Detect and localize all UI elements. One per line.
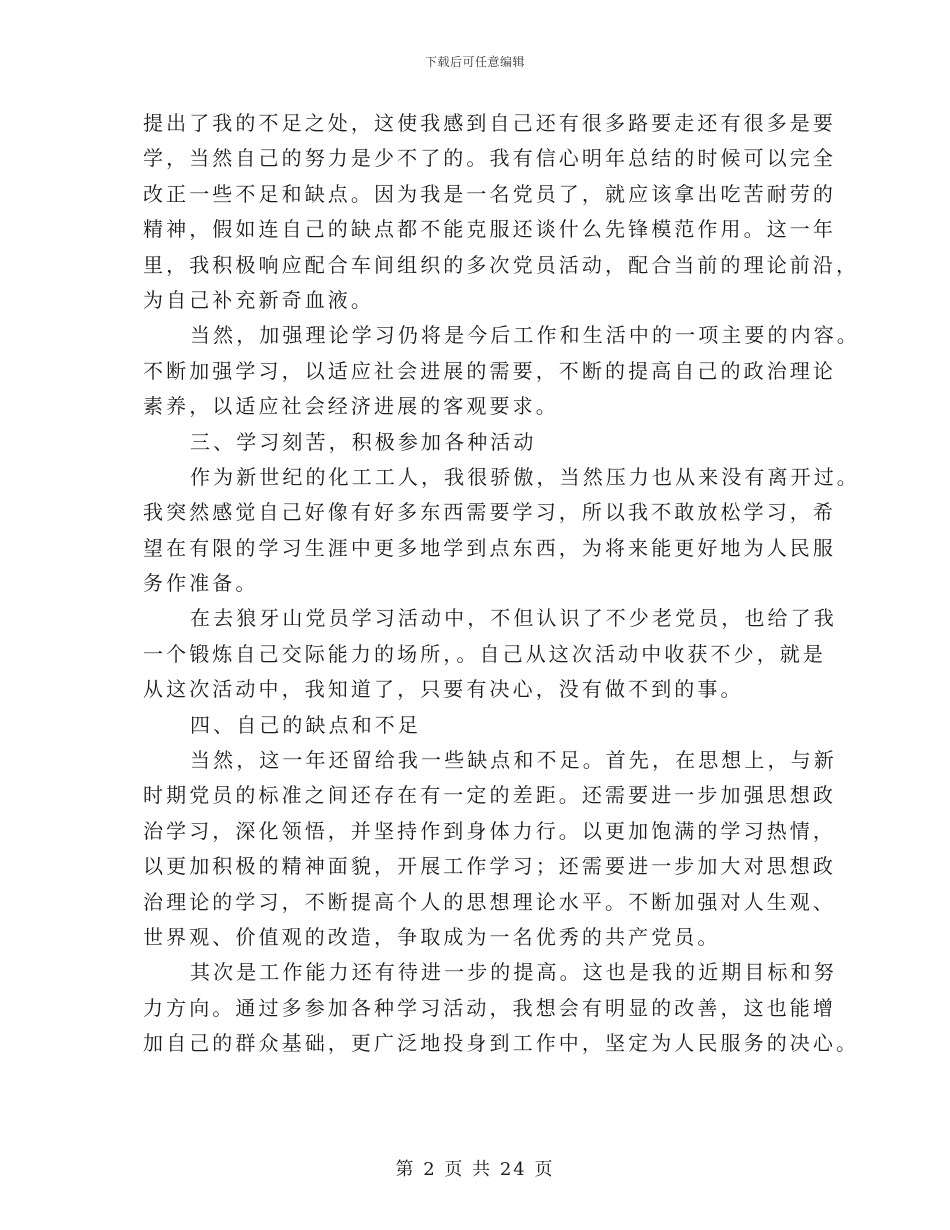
text-line: 从这次活动中，我知道了，只要有决心，没有做不到的事。 [143,677,744,702]
text-line: 务作准备。 [143,571,259,596]
text-line: 提出了我的不足之处，这使我感到自己还有很多路要走还有很多是要 [143,111,836,135]
text-line: 我突然感觉自己好像有好多东西需要学习，所以我不敢放松学习，希 [143,500,836,525]
paragraph-start-line: 作为新世纪的化工工人，我很骄傲，当然压力也从来没有离开过。 [190,464,860,489]
section-heading: 三、学习刻苦，积极参加各种活动 [190,429,537,454]
paragraph-start-line: 在去狼牙山党员学习活动中，不但认识了不少老党员，也给了我 [190,606,837,631]
text-line: 治学习，深化领悟，并坚持作到身体力行。以更加饱满的学习热情， [143,818,836,843]
text-line: 素养，以适应社会经济进展的客观要求。 [143,394,559,419]
text-line: 世界观、价值观的改造，争取成为一名优秀的共产党员。 [143,924,721,949]
paragraph-start-line: 当然，这一年还留给我一些缺点和不足。首先，在思想上，与新 [190,748,837,773]
page-number-footer: 第 2 页 共 24 页 [395,1159,555,1180]
text-line: 改正一些不足和缺点。因为我是一名党员了，就应该拿出吃苦耐劳的 [143,181,836,206]
section-heading: 四、自己的缺点和不足 [190,712,421,737]
paragraph-start-line: 其次是工作能力还有待进一步的提高。这也是我的近期目标和努 [190,960,837,985]
text-line: 一个锻炼自己交际能力的场所，。自己从这次活动中收获不少，就是 [143,641,826,666]
text-line: 治理论的学习，不断提高个人的思想理论水平。不断加强对人生观、 [143,889,836,914]
text-line: 加自己的群众基础，更广泛地投身到工作中，坚定为人民服务的决心。 [143,1031,860,1056]
text-line: 为自己补充新奇血液。 [143,287,374,312]
page-header: 下载后可任意编辑 [424,55,525,69]
text-line: 精神，假如连自己的缺点都不能克服还谈什么先锋模范作用。这一年 [143,217,836,242]
text-line: 时期党员的标准之间还存在有一定的差距。还需要进一步加强思想政 [143,783,836,808]
text-line: 里，我积极响应配合车间组织的多次党员活动，配合当前的理论前沿， [143,252,860,277]
text-line: 以更加积极的精神面貌，开展工作学习；还需要进一步加大对思想政 [143,854,836,879]
text-line: 力方向。通过多参加各种学习活动，我想会有明显的改善，这也能增 [143,995,836,1020]
text-line: 学，当然自己的努力是少不了的。我有信心明年总结的时候可以完全 [143,146,836,171]
text-line: 不断加强学习，以适应社会进展的需要，不断的提高自己的政治理论 [143,358,836,383]
body-text [143,106,860,1062]
text-line: 望在有限的学习生涯中更多地学到点东西，为将来能更好地为人民服 [143,535,836,560]
paragraph-start-line: 当然，加强理论学习仍将是今后工作和生活中的一项主要的内容。 [190,323,860,348]
